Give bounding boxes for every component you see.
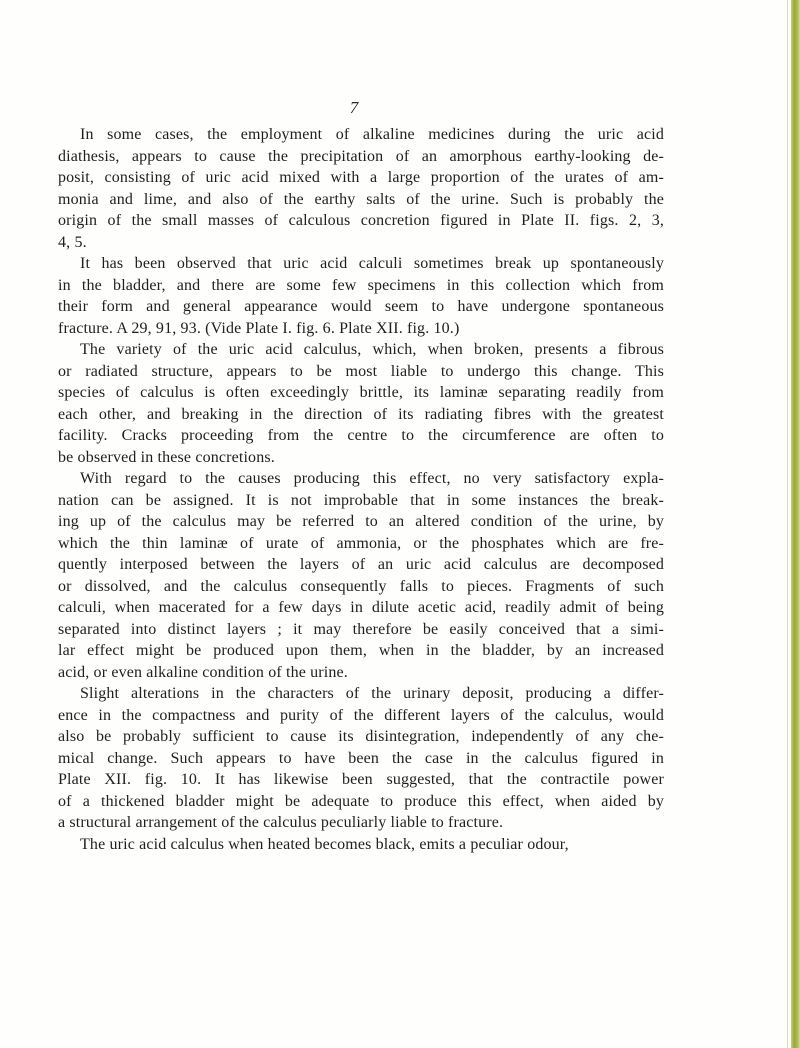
text-line: which the thin laminæ of urate of ammonia, or the phosphates which are fre- <box>58 534 664 552</box>
text-line: separated into distinct layers ; it may therefore be easily conceived that a simi- <box>58 620 664 638</box>
text-line: It has been observed that uric acid calculi sometimes break up spontaneously <box>80 255 664 272</box>
text-line: posit, consisting of uric acid mixed with a large proportion of the urates of am- <box>58 169 664 186</box>
text-line: or dissolved, and the calculus consequently falls to pieces. Fragments of such <box>58 577 664 595</box>
text-line: 4, 5. <box>58 233 87 251</box>
text-line: lar effect might be produced upon them, when in the bladder, by an increased <box>58 642 664 659</box>
body-text <box>58 124 664 855</box>
text-line: ing up of the calculus may be referred to an altered condition of the urine, by <box>58 513 664 530</box>
text-line: monia and lime, and also of the earthy salts of the urine. Such is probably the <box>58 190 664 208</box>
text-line: diathesis, appears to cause the precipitation of an amorphous earthy-looking de- <box>58 147 664 165</box>
text-line: a structural arrangement of the calculus peculiarly liable to fracture. <box>58 814 504 831</box>
book-edge-strip <box>791 0 800 1048</box>
text-line: their form and general appearance would seem to have undergone spontaneous <box>58 298 664 315</box>
text-line: species of calculus is often exceedingly brittle, its laminæ separating readily from <box>58 384 664 401</box>
paragraph <box>58 834 664 856</box>
text-line: also be probably sufficient to cause its disintegration, independently of any che- <box>58 728 664 745</box>
page-number: 7 <box>349 98 359 117</box>
text-line: facility. Cracks proceeding from the centre to the circumference are often to <box>58 427 664 444</box>
text-line: The uric acid calculus when heated becomes black, emits a peculiar odour, <box>80 835 569 853</box>
text-line: Slight alterations in the characters of the urinary deposit, producing a differ- <box>80 685 664 702</box>
text-line: quently interposed between the layers of an uric acid calculus are decomposed <box>58 556 664 573</box>
paragraph <box>58 683 664 834</box>
text-line: be observed in these concretions. <box>58 448 275 466</box>
text-line: calculi, when macerated for a few days in dilute acetic acid, readily admit of being <box>58 599 664 616</box>
paragraph <box>58 253 664 339</box>
text-line: origin of the small masses of calculous concretion figured in Plate II. figs. 2, 3, <box>58 212 664 229</box>
page-edge-line <box>787 0 788 1048</box>
text-line: in the bladder, and there are some few specimens in this collection which from <box>58 276 664 294</box>
paragraph <box>58 339 664 468</box>
text-line: of a thickened bladder might be adequate to produce this effect, when aided by <box>58 792 664 810</box>
text-line: With regard to the causes producing this effect, no very satisfactory expla- <box>80 470 664 487</box>
text-line: acid, or even alkaline condition of the urine. <box>58 663 348 681</box>
paragraph <box>58 124 664 253</box>
text-line: or radiated structure, appears to be most liable to undergo this change. This <box>58 362 664 380</box>
text-line: fracture. A 29, 91, 93. (Vide Plate I. fig. 6. Plate XII. fig. 10.) <box>58 319 460 337</box>
text-line: each other, and breaking in the direction of its radiating fibres with the greatest <box>58 405 664 423</box>
text-line: ence in the compactness and purity of the different layers of the calculus, would <box>58 706 664 724</box>
text-line: The variety of the uric acid calculus, which, when broken, presents a fibrous <box>80 341 664 358</box>
paragraph <box>58 468 664 683</box>
text-line: In some cases, the employment of alkaline medicines during the uric acid <box>80 126 664 143</box>
text-line: nation can be assigned. It is not improbable that in some instances the break- <box>58 491 664 509</box>
text-line: mical change. Such appears to have been the case in the calculus figured in <box>58 749 664 767</box>
text-line: Plate XII. fig. 10. It has likewise been suggested, that the contractile power <box>58 771 664 788</box>
